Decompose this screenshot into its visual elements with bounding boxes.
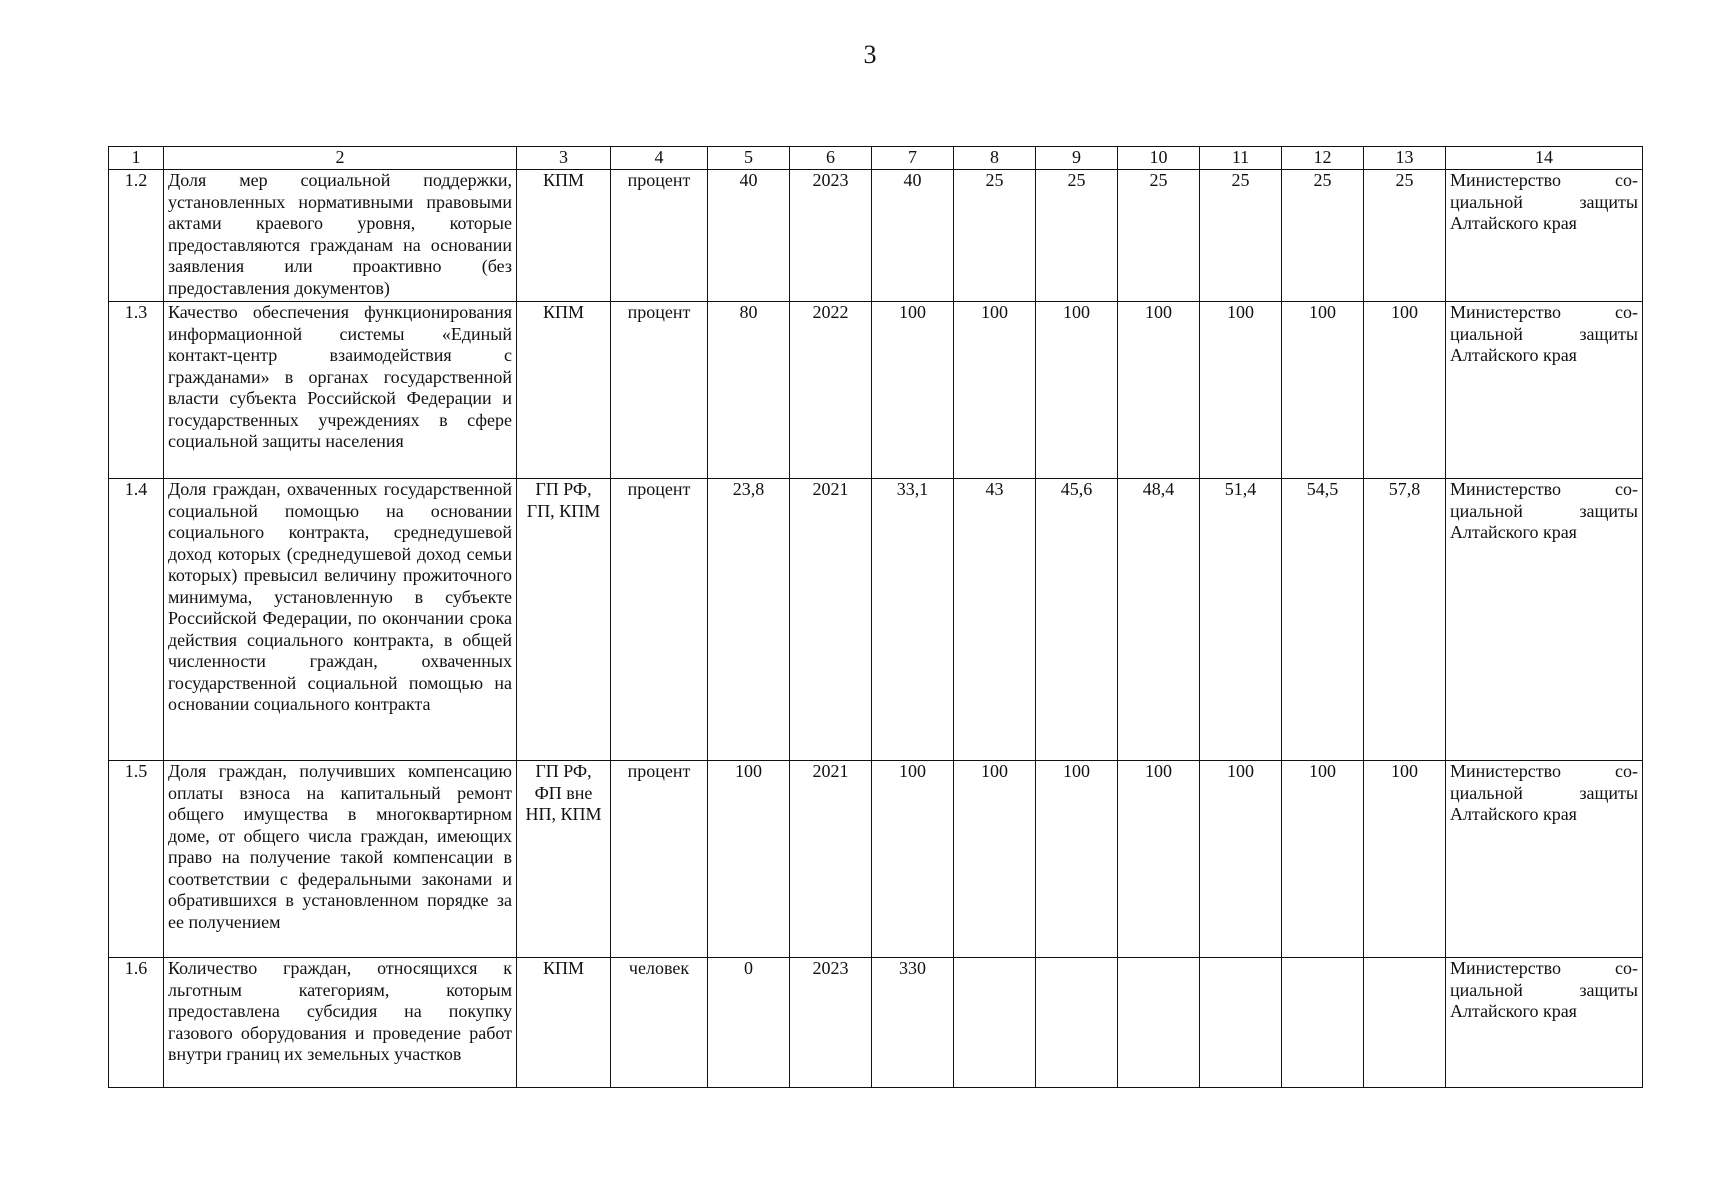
table-header [109, 147, 1643, 170]
responsible-word: со- [1615, 761, 1638, 781]
base-value: 80 [708, 302, 790, 479]
responsible-word: защиты [1579, 191, 1638, 212]
column-header: 8 [954, 147, 1036, 170]
responsible-word: Министерство [1450, 302, 1561, 322]
value-col-10 [1118, 958, 1200, 1088]
responsible-word: со- [1615, 479, 1638, 499]
responsible-word: защиты [1579, 782, 1638, 803]
value-col-12: 54,5 [1282, 479, 1364, 761]
value-col-8: 100 [954, 761, 1036, 958]
unit-of-measure: процент [611, 479, 708, 761]
unit-of-measure: процент [611, 170, 708, 302]
column-header: 7 [872, 147, 954, 170]
column-header: 9 [1036, 147, 1118, 170]
page-number: 3 [863, 40, 877, 69]
indicator-name: Количество граждан, относящихся к льготным категориям, которым предоставлена субсидия на покупку газового оборудования и проведение работ внутри границ их земельных участков [164, 958, 517, 1088]
responsible-word: циальной [1450, 782, 1523, 803]
responsible-authority [1446, 479, 1643, 761]
base-value: 0 [708, 958, 790, 1088]
responsible-word: защиты [1579, 979, 1638, 1000]
value-col-11 [1200, 958, 1282, 1088]
responsible-word: Министерство [1450, 479, 1561, 499]
value-col-13 [1364, 958, 1446, 1088]
column-header: 11 [1200, 147, 1282, 170]
base-year: 2023 [790, 170, 872, 302]
value-col-10: 25 [1118, 170, 1200, 302]
value-col-11: 100 [1200, 761, 1282, 958]
value-col-7: 100 [872, 761, 954, 958]
row-number: 1.2 [109, 170, 164, 302]
responsible-word: Министерство [1450, 958, 1561, 978]
row-number: 1.5 [109, 761, 164, 958]
base-year: 2021 [790, 761, 872, 958]
indicator-name: Доля мер социальной поддержки, установленных нормативными правовыми актами краевого уровня, которые предоставляются гражданам на основании заявления или проактивно (без предоставления документов) [164, 170, 517, 302]
value-col-12: 100 [1282, 302, 1364, 479]
base-value: 23,8 [708, 479, 790, 761]
responsible-word: защиты [1579, 500, 1638, 521]
base-value: 100 [708, 761, 790, 958]
responsible-authority [1446, 302, 1643, 479]
value-col-7: 100 [872, 302, 954, 479]
indicator-type: КПМ [517, 302, 611, 479]
value-col-11: 51,4 [1200, 479, 1282, 761]
column-header: 14 [1446, 147, 1643, 170]
unit-of-measure: человек [611, 958, 708, 1088]
value-col-8: 100 [954, 302, 1036, 479]
table-row [109, 302, 1643, 479]
column-header: 5 [708, 147, 790, 170]
responsible-word: циальной [1450, 323, 1523, 344]
indicator-name: Доля граждан, охваченных государственной социальной помощью на основании социального контракта, среднедушевой доход которых (среднедушевой доход семьи которых) превысил величину прожиточного минимума, установленную в субъекте Российской Федерации, по окончании срока действия социального контракта, в общей численности граждан, охваченных государственной социальной помощью на основании социального контракта [164, 479, 517, 761]
value-col-10: 100 [1118, 761, 1200, 958]
value-col-8: 25 [954, 170, 1036, 302]
responsible-word: Алтайского края [1450, 804, 1577, 824]
base-value: 40 [708, 170, 790, 302]
responsible-word: защиты [1579, 323, 1638, 344]
value-col-11: 100 [1200, 302, 1282, 479]
row-number: 1.4 [109, 479, 164, 761]
value-col-12: 100 [1282, 761, 1364, 958]
responsible-word: циальной [1450, 500, 1523, 521]
value-col-9: 25 [1036, 170, 1118, 302]
value-col-12 [1282, 958, 1364, 1088]
indicator-type: ГП РФ, ГП, КПМ [517, 479, 611, 761]
value-col-7: 330 [872, 958, 954, 1088]
indicator-name: Качество обеспечения функционирования информационной системы «Единый контакт-центр взаимодействия с гражданами» в органах государственной власти субъекта Российской Федерации и государственных учреждениях в сфере социальной защиты населения [164, 302, 517, 479]
row-number: 1.6 [109, 958, 164, 1088]
responsible-word: Алтайского края [1450, 522, 1577, 542]
responsible-word: циальной [1450, 191, 1523, 212]
column-header: 1 [109, 147, 164, 170]
value-col-7: 40 [872, 170, 954, 302]
responsible-word: Министерство [1450, 761, 1561, 781]
value-col-7: 33,1 [872, 479, 954, 761]
base-year: 2022 [790, 302, 872, 479]
indicator-name: Доля граждан, получивших компенсацию оплаты взноса на капитальный ремонт общего имущества в многоквартирном доме, от общего числа граждан, имеющих право на получение такой компенсации в соответствии с федеральными законами и обратившихся в установленном порядке за ее получением [164, 761, 517, 958]
value-col-13: 100 [1364, 761, 1446, 958]
responsible-authority [1446, 761, 1643, 958]
value-col-8 [954, 958, 1036, 1088]
responsible-word: Министерство [1450, 170, 1561, 190]
responsible-authority [1446, 958, 1643, 1088]
column-header: 6 [790, 147, 872, 170]
responsible-word: циальной [1450, 979, 1523, 1000]
value-col-9: 45,6 [1036, 479, 1118, 761]
responsible-word: со- [1615, 958, 1638, 978]
column-header: 3 [517, 147, 611, 170]
table-row [109, 761, 1643, 958]
value-col-12: 25 [1282, 170, 1364, 302]
table-row [109, 958, 1643, 1088]
table-row [109, 479, 1643, 761]
responsible-word: со- [1615, 302, 1638, 322]
responsible-word: Алтайского края [1450, 1001, 1577, 1021]
row-number: 1.3 [109, 302, 164, 479]
column-header: 13 [1364, 147, 1446, 170]
value-col-9 [1036, 958, 1118, 1088]
value-col-11: 25 [1200, 170, 1282, 302]
responsible-word: Алтайского края [1450, 345, 1577, 365]
responsible-authority [1446, 170, 1643, 302]
value-col-13: 25 [1364, 170, 1446, 302]
column-header: 2 [164, 147, 517, 170]
unit-of-measure: процент [611, 761, 708, 958]
base-year: 2021 [790, 479, 872, 761]
header-row [109, 147, 1643, 170]
table-row [109, 170, 1643, 302]
value-col-10: 100 [1118, 302, 1200, 479]
responsible-word: Алтайского края [1450, 213, 1577, 233]
indicators-table [108, 146, 1643, 1088]
indicator-type: КПМ [517, 958, 611, 1088]
value-col-9: 100 [1036, 761, 1118, 958]
value-col-13: 100 [1364, 302, 1446, 479]
base-year: 2023 [790, 958, 872, 1088]
column-header: 4 [611, 147, 708, 170]
value-col-13: 57,8 [1364, 479, 1446, 761]
responsible-word: со- [1615, 170, 1638, 190]
indicator-type: ГП РФ, ФП вне НП, КПМ [517, 761, 611, 958]
column-header: 10 [1118, 147, 1200, 170]
value-col-10: 48,4 [1118, 479, 1200, 761]
column-header: 12 [1282, 147, 1364, 170]
indicator-type: КПМ [517, 170, 611, 302]
value-col-8: 43 [954, 479, 1036, 761]
value-col-9: 100 [1036, 302, 1118, 479]
unit-of-measure: процент [611, 302, 708, 479]
